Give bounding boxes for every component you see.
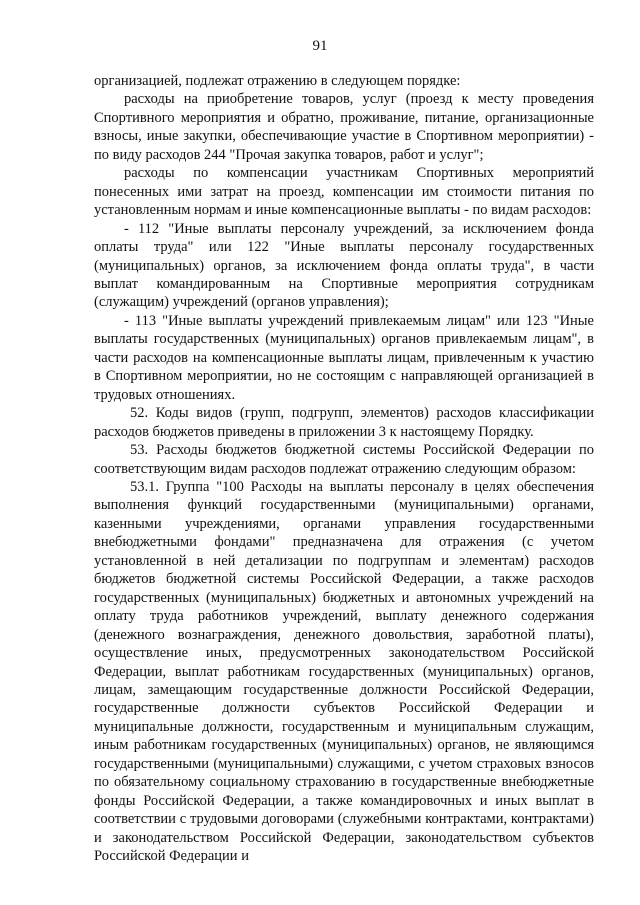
- page-number: 91: [312, 38, 328, 54]
- paragraph-section-52: 52. Коды видов (групп, подгрупп, элементов) расходов классификации расходов бюджетов приведены в приложении 3 к настоящему Порядку.: [94, 405, 594, 440]
- paragraph-goods-services-expenses: расходы на приобретение товаров, услуг (проезд к месту проведения Спортивного мероприятия и обратно, проживание, питание, организационные взносы, иные закупки, обеспечивающие участие в Спортивном мероприятии) - по виду расходов 244 "Прочая закупка товаров, работ и услуг";: [94, 91, 594, 163]
- paragraph-section-53-1: 53.1. Группа "100 Расходы на выплаты персоналу в целях обеспечения выполнения функций государственными (муниципальными) органами, казенными учреждениями, органами управления государственными внебюджетными фондами" предназначена для отражения (с учетом установленной в ней детализации по подгруппам и элементам) расходов бюджетов бюджетной системы Российской Федерации, а также расходов государственных (муниципальных) бюджетных и автономных учреждений на оплату труда работников учреждений, выплату денежного содержания (денежного вознаграждения, денежного довольствия, заработной платы), осуществление иных, предусмотренных законодательством Российской Федерации, выплат работникам государственных (муниципальных) органов, лицам, замещающим государственные должности Российской Федерации, государственные должности субъектов Российской Федерации и муниципальные должности, государственным и муниципальным служащим, иным работникам государственных (муниципальных) органов, не являющимся государственными (муниципальными) служащими, с учетом страховых взносов по обязательному социальному страхованию в государственные внебюджетные фонды Российской Федерации, а также командировочных и иных выплат в соответствии с трудовыми договорами (служебными контрактами, контрактами) и законодательством Российской Федерации, законодательством субъектов Российской Федерации и: [94, 478, 594, 865]
- document-body: [94, 72, 594, 865]
- paragraph-code-113-123: - 113 "Иные выплаты учреждений привлекаемым лицам" или 123 "Иные выплаты государственных (муниципальных) органов привлекаемым лицам", в части расходов на компенсационные выплаты лицам, привлеченным к участию в Спортивном мероприятии, но не состоящим с направляющей организацией в трудовых отношениях.: [94, 312, 594, 403]
- paragraph-compensation-expenses: расходы по компенсации участникам Спортивных мероприятий понесенных ими затрат на проезд, компенсации им стоимости питания по установленным нормам и иные компенсационные выплаты - по видам расходов:: [94, 165, 594, 219]
- paragraph-continuation: организацией, подлежат отражению в следующем порядке:: [94, 73, 461, 89]
- paragraph-section-53: 53. Расходы бюджетов бюджетной системы Российской Федерации по соответствующим видам расходов подлежат отражению следующим образом:: [94, 442, 594, 477]
- paragraph-code-112-122: - 112 "Иные выплаты персоналу учреждений, за исключением фонда оплаты труда" или 122 "Иные выплаты персоналу государственных (муниципальных) органов, за исключением фонда оплаты труда", в части выплат командированным на Спортивные мероприятия сотрудникам (служащим) учреждений (органов управления);: [94, 220, 594, 311]
